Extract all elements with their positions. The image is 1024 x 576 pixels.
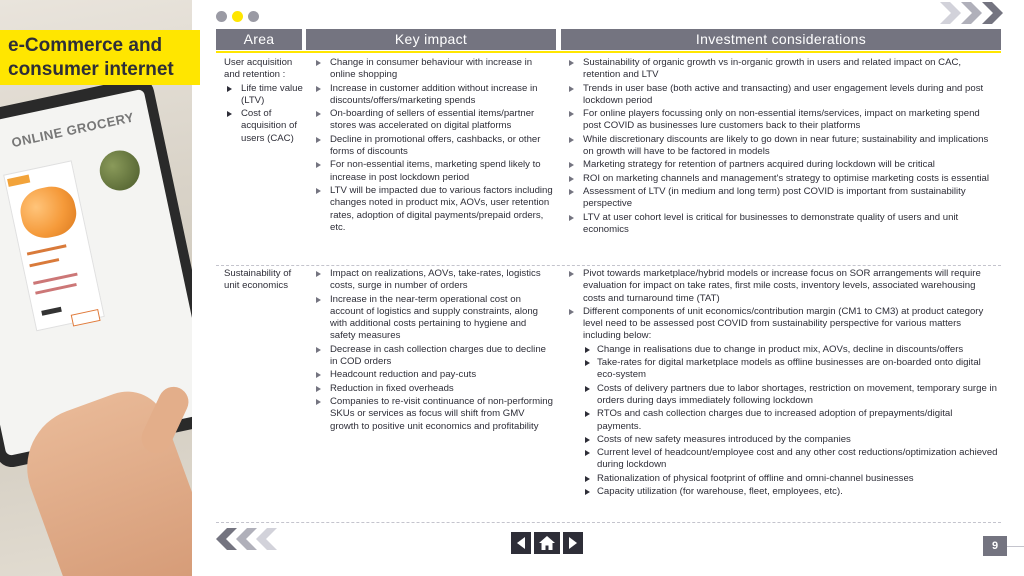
- investment-cell: [566, 57, 998, 237]
- list-item: Cost of acquisition of users (CAC): [224, 108, 304, 145]
- home-button[interactable]: [534, 532, 560, 554]
- list-item: Costs of delivery partners due to labor shortages, restriction on movement, temporary surge in orders during days immediately following lockdown: [583, 383, 998, 408]
- list-item: Impact on realizations, AOVs, take-rates, logistics costs, surge in number of orders: [313, 268, 553, 293]
- list-item: Change in realisations due to change in product mix, AOVs, decline in discounts/offers: [583, 344, 998, 356]
- impact-list: [313, 268, 553, 433]
- header-key-impact: Key impact: [306, 29, 556, 50]
- dot-grey-icon: [216, 11, 227, 22]
- investment-list: [566, 268, 998, 498]
- investment-cell: [566, 268, 998, 499]
- section-title-line1: e-Commerce and: [8, 35, 163, 56]
- chevrons-right-icon: [940, 2, 1006, 24]
- section-title-line2: consumer internet: [8, 59, 174, 80]
- list-item: Marketing strategy for retention of partners acquired during lockdown will be critical: [566, 159, 998, 171]
- list-item: Decline in promotional offers, cashbacks, or other forms of discounts: [313, 134, 553, 159]
- list-item: Decrease in cash collection charges due to decline in COD orders: [313, 344, 553, 369]
- window-dots: [216, 11, 259, 22]
- row-divider: [216, 522, 1001, 523]
- triangle-left-icon: [517, 537, 525, 549]
- offer-tag: [7, 175, 30, 187]
- investment-sub-list: [583, 344, 998, 499]
- list-item: LTV at user cohort level is critical for businesses to demonstrate quality of users and unit economics: [566, 212, 998, 237]
- table-row: [216, 266, 1001, 522]
- list-item: Current level of headcount/employee cost and any other cost reductions/optimization achieved during lockdown: [583, 447, 998, 472]
- area-title: Sustainability of unit economics: [224, 268, 292, 292]
- impact-cell: [313, 57, 553, 235]
- impact-cell: [313, 268, 553, 434]
- list-item: Life time value (LTV): [224, 83, 304, 108]
- product-image: [96, 147, 143, 194]
- home-icon: [539, 536, 555, 550]
- section-title: [0, 30, 200, 85]
- list-item: Increase in the near-term operational cost on account of logistics and supply constraints, along with additional costs pertaining to hygiene and safety measures: [313, 294, 553, 343]
- page-rule: [1007, 546, 1024, 547]
- list-item: Reduction in fixed overheads: [313, 383, 553, 395]
- list-item: Assessment of LTV (in medium and long term) post COVID is important from sustainability perspective: [566, 186, 998, 211]
- list-item: Companies to re-visit continuance of non-performing SKUs or services as focus will shift from GMV growth to positive unit economics and profitability: [313, 396, 553, 433]
- prev-page-button[interactable]: [511, 532, 531, 554]
- list-item-text: Different components of unit economics/contribution margin (CM1 to CM3) at product category level need to be assessed post COVID from sustainability perspective for various matters including below:: [583, 305, 984, 342]
- impact-list: [313, 57, 553, 234]
- area-cell: [224, 57, 304, 146]
- product-card: [3, 160, 105, 331]
- investment-list: [566, 57, 998, 236]
- dot-grey-icon: [248, 11, 259, 22]
- page-number: 9: [983, 536, 1007, 556]
- list-item: RTOs and cash collection charges due to increased adoption of prepayments/digital payments.: [583, 408, 998, 433]
- dot-yellow-icon: [232, 11, 243, 22]
- photo-screen-title: ONLINE GROCERY: [10, 109, 136, 151]
- list-item: ROI on marketing channels and management's strategy to optimise marketing costs is essential: [566, 173, 998, 185]
- list-item: Change in consumer behaviour with increase in online shopping: [313, 57, 553, 82]
- list-item: Pivot towards marketplace/hybrid models or increase focus on SOR arrangements will require evaluation for impact on take rates, first mile costs, inventory levels, associated warehousing costs and turnaround time (TAT): [566, 268, 998, 305]
- area-cell: [224, 268, 304, 293]
- triangle-right-icon: [569, 537, 577, 549]
- list-item: For non-essential items, marketing spend likely to increase in post lockdown period: [313, 159, 553, 184]
- next-page-button[interactable]: [563, 532, 583, 554]
- list-item: LTV will be impacted due to various factors including changes noted in product mix, AOVs, user retention rates, adoption of digital payments/prepaid orders, etc.: [313, 185, 553, 234]
- header-investment: Investment considerations: [561, 29, 1001, 50]
- list-item: [566, 306, 998, 498]
- list-item: While discretionary discounts are likely to go down in near future; sustainability and implications on growth will have to be factored in models: [566, 134, 998, 159]
- list-item: Costs of new safety measures introduced by the companies: [583, 434, 998, 446]
- list-item: Trends in user base (both active and transacting) and user engagement levels during and post lockdown period: [566, 83, 998, 108]
- area-title: User acquisition and retention :: [224, 57, 293, 81]
- list-item: Take-rates for digital marketplace models as offline businesses are on-boarded onto digital eco-system: [583, 357, 998, 382]
- header-area: Area: [216, 29, 302, 50]
- oranges-image: [16, 182, 80, 242]
- list-item: Headcount reduction and pay-cuts: [313, 369, 553, 381]
- hero-photo: [0, 0, 192, 576]
- header-rule: [216, 51, 1001, 53]
- add-button-image: [71, 309, 101, 327]
- product-price: [41, 307, 62, 316]
- list-item: For online players focussing only on non-essential items/services, impact on marketing spend post COVID as businesses lure customers back to their platforms: [566, 108, 998, 133]
- table-row: [216, 55, 1001, 265]
- list-item: Sustainability of organic growth vs in-organic growth in users and related impact on CAC, retention and LTV: [566, 57, 998, 82]
- area-sub-list: [224, 83, 304, 145]
- chevrons-left-icon[interactable]: [216, 528, 278, 550]
- list-item: Rationalization of physical footprint of offline and omni-channel businesses: [583, 473, 998, 485]
- list-item: Capacity utilization (for warehouse, fleet, employees, etc).: [583, 486, 998, 498]
- list-item: On-boarding of sellers of essential items/partner stores was accelerated on digital platforms: [313, 108, 553, 133]
- list-item: Increase in customer addition without increase in discounts/offers/marketing spends: [313, 83, 553, 108]
- page-nav: [511, 532, 583, 554]
